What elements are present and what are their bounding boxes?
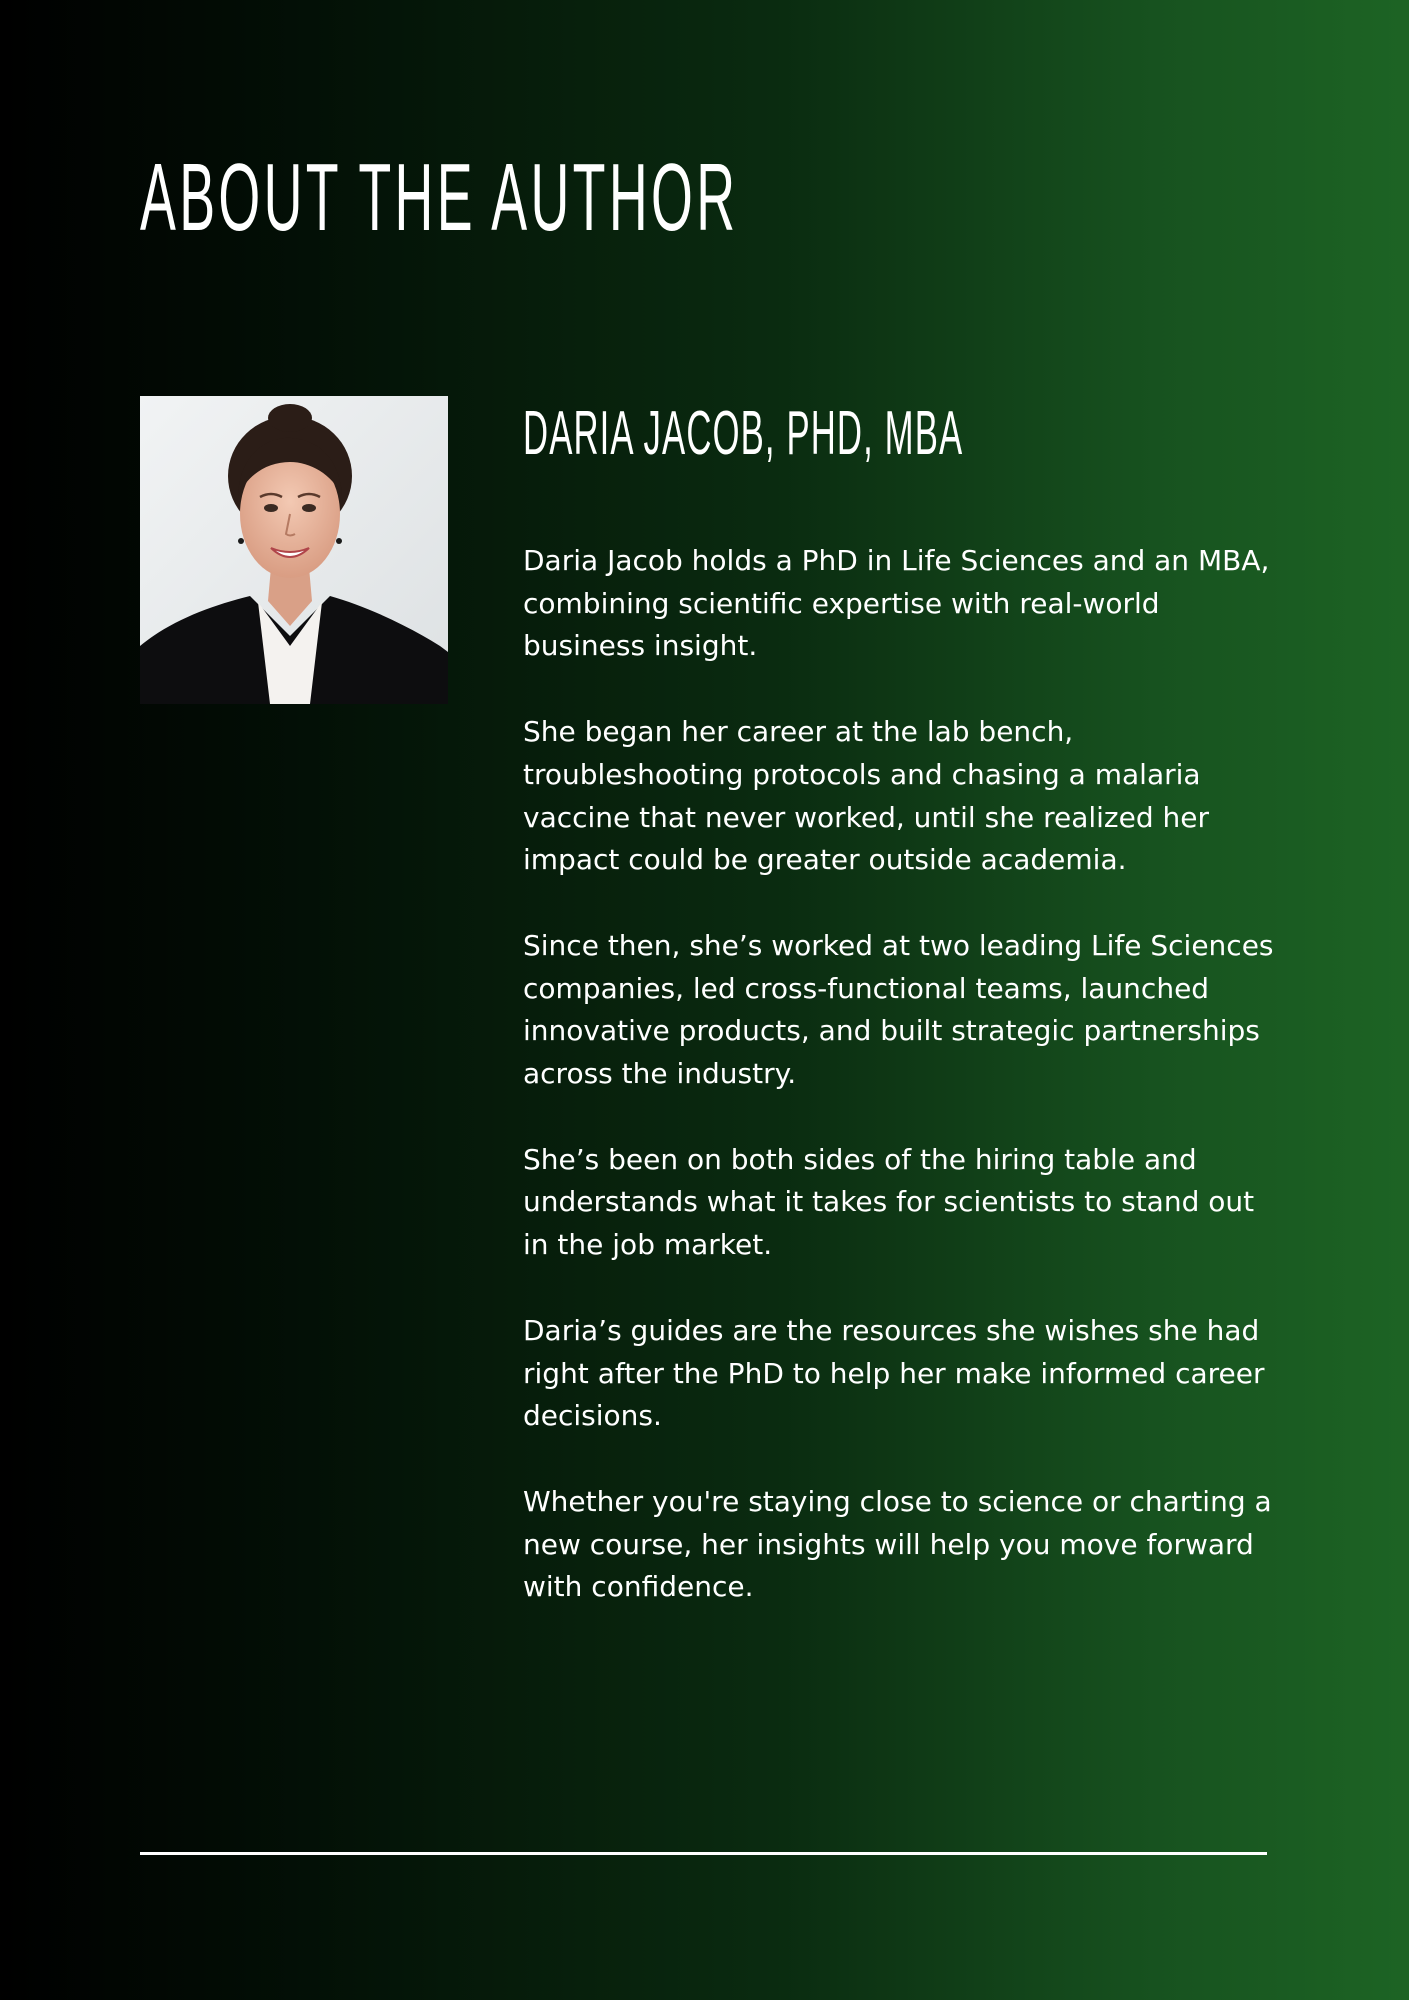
page-title: ABOUT THE AUTHOR [140, 144, 739, 251]
author-portrait-icon [140, 396, 448, 704]
bio-paragraph: Daria’s guides are the resources she wishes she had right after the PhD to help her make informed career decisions. [523, 1313, 1265, 1433]
author-photo [140, 396, 448, 704]
author-name: DARIA JACOB, PHD, MBA [523, 399, 964, 468]
bio-paragraph: Daria Jacob holds a PhD in Life Sciences and an MBA, combining scientific expertise with real-world business insight. [523, 544, 1270, 663]
bio-paragraph: She began her career at the lab bench, troubleshooting protocols and chasing a malaria vaccine that never worked, until she realized her impact could be greater outside academia. [523, 715, 1209, 877]
bio-paragraph: Whether you're staying close to science or charting a new course, her insights will help you move forward with confidence. [523, 1484, 1272, 1604]
author-bio [523, 540, 1283, 1652]
footer-divider [140, 1852, 1267, 1855]
bio-paragraph: She’s been on both sides of the hiring table and understands what it takes for scientists to stand out in the job market. [523, 1142, 1255, 1262]
bio-paragraph: Since then, she’s worked at two leading Life Sciences companies, led cross-functional teams, launched innovative products, and built strategic partnerships across the industry. [523, 928, 1274, 1091]
